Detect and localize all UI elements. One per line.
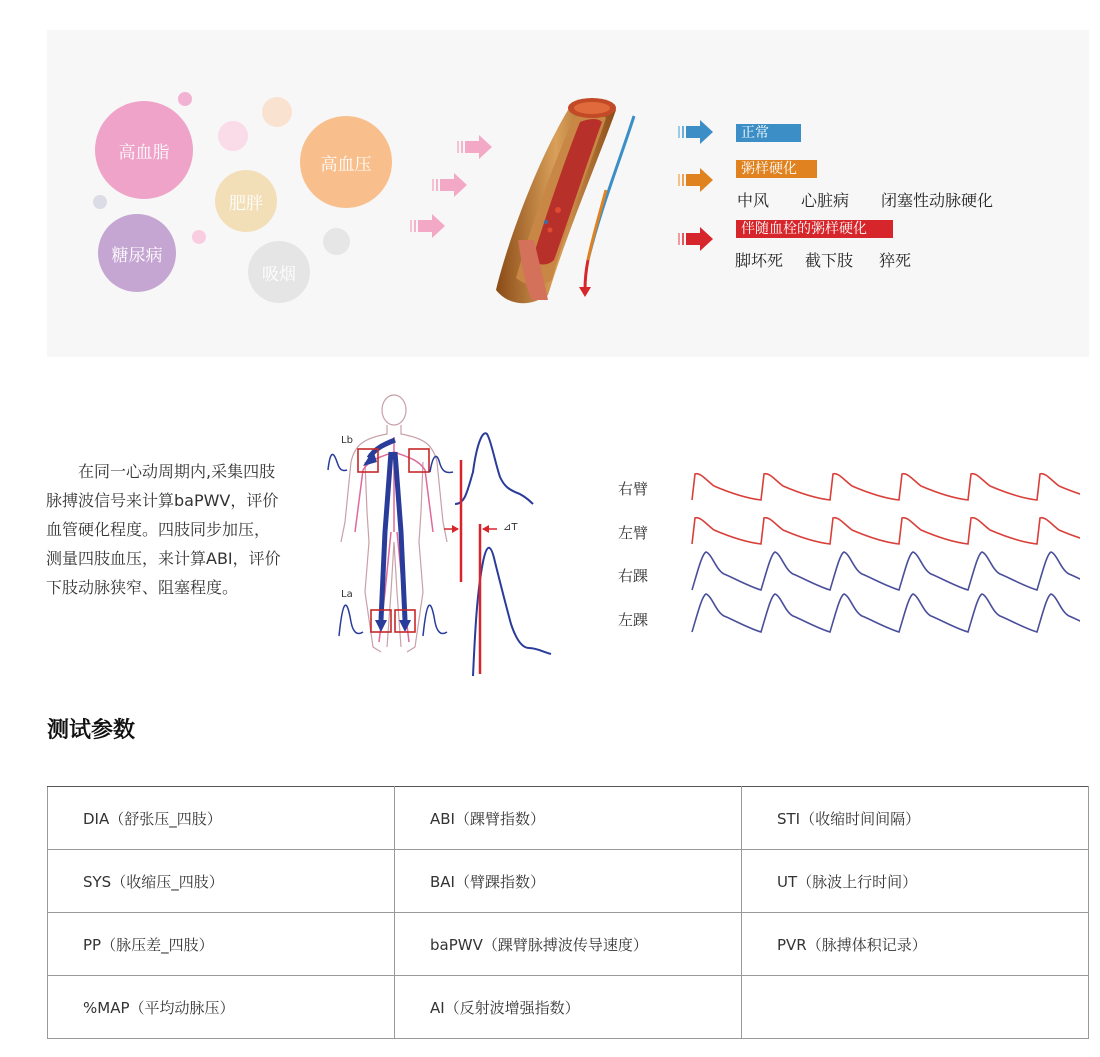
arrow-thrombosis-icon: [678, 226, 716, 252]
outcome-item: 脚坏死: [735, 251, 784, 270]
risk-label: 肥胖: [229, 193, 263, 214]
parameters-table: [47, 786, 1089, 1039]
table-row: [48, 787, 1089, 850]
table-cell: PP（脉压差_四肢）: [48, 913, 395, 976]
flow-arrow-icon: [408, 213, 458, 239]
table-cell: AI（反射波增强指数）: [395, 976, 742, 1039]
waveform-label-left-ankle: 左踝: [618, 611, 649, 629]
table-cell: BAI（臂踝指数）: [395, 850, 742, 913]
legend-atherosclerosis-tag: [736, 160, 817, 178]
waveform-label-right-ankle: 右踝: [618, 567, 649, 585]
table-cell: ABI（踝臂指数）: [395, 787, 742, 850]
table-cell: STI（收缩时间间隔）: [742, 787, 1089, 850]
decor-dot: [178, 92, 192, 106]
label-la: La: [341, 589, 353, 600]
waveform-trace: [692, 474, 1080, 500]
table-cell: SYS（收缩压_四肢）: [48, 850, 395, 913]
table-row: [48, 913, 1089, 976]
outcome-item: 闭塞性动脉硬化: [881, 191, 994, 210]
table-row: [48, 850, 1089, 913]
legend-thrombosis-label: 伴随血栓的粥样硬化: [741, 221, 867, 237]
atherosclerosis-outcomes: [737, 188, 1013, 211]
risk-label: 吸烟: [262, 264, 296, 285]
table-cell: baPWV（踝臂脉搏波传导速度）: [395, 913, 742, 976]
thrombosis-outcomes: [735, 248, 931, 271]
outcome-item: 截下肢: [805, 251, 854, 270]
pulse-waveforms: [690, 462, 1080, 642]
risk-label: 糖尿病: [111, 245, 163, 266]
legend-thrombosis-tag: [736, 220, 893, 238]
risk-label: 高血脂: [118, 142, 170, 163]
table-row: [48, 976, 1089, 1039]
risk-bubble-hypertension: [300, 116, 392, 208]
waveform-trace: [692, 518, 1080, 544]
decor-dot: [93, 195, 107, 209]
decor-dot: [218, 121, 248, 151]
artery-illustration: [488, 90, 648, 310]
body-pulse-diagram: [325, 392, 565, 677]
waveform-trace: [692, 594, 1080, 632]
table-cell: UT（脉波上行时间）: [742, 850, 1089, 913]
table-cell: %MAP（平均动脉压）: [48, 976, 395, 1039]
risk-label: 高血压: [320, 154, 372, 175]
section-title: 测试参数: [47, 718, 136, 743]
table-cell: PVR（脉搏体积记录）: [742, 913, 1089, 976]
waveform-label-right-arm: 右臂: [618, 480, 649, 498]
legend-normal-tag: [736, 124, 801, 142]
label-delta-t: ⊿T: [503, 522, 518, 533]
risk-bubble-smoking: [248, 241, 310, 303]
legend-normal-label: 正常: [741, 125, 769, 141]
table-cell: DIA（舒张压_四肢）: [48, 787, 395, 850]
decor-dot: [262, 97, 292, 127]
waveform-label-left-arm: 左臂: [618, 524, 649, 542]
label-lb: Lb: [341, 435, 353, 446]
legend-atherosclerosis-label: 粥样硬化: [741, 161, 797, 177]
outcome-item: 中风: [737, 191, 770, 210]
decor-dot: [192, 230, 206, 244]
arrow-atherosclerosis-icon: [678, 167, 716, 193]
decor-dot: [323, 228, 350, 255]
arrow-normal-icon: [678, 119, 716, 145]
risk-bubble-hyperlipidemia: [95, 101, 193, 199]
risk-bubble-diabetes: [98, 214, 176, 292]
outcome-item: 猝死: [879, 251, 912, 270]
risk-bubble-obesity: [215, 170, 277, 232]
flow-arrow-icon: [430, 172, 480, 198]
outcome-item: 心脏病: [801, 191, 850, 210]
method-description: 在同一心动周期内,采集四肢脉搏波信号来计算baPWV，评价血管硬化程度。四肢同步加压，测量四肢血压，来计算ABI，评价下肢动脉狭窄、阻塞程度。: [46, 462, 281, 597]
table-cell: [742, 976, 1089, 1039]
waveform-trace: [692, 552, 1080, 590]
